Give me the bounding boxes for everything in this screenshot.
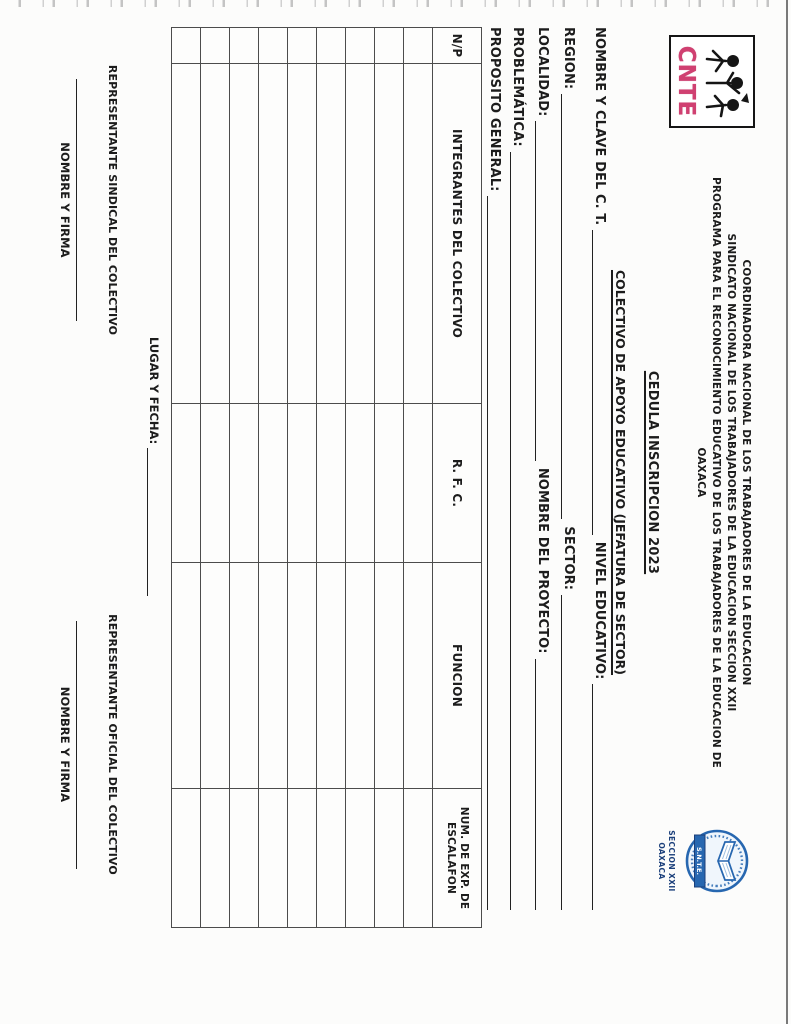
table-cell <box>375 563 404 789</box>
sindical-signature-block <box>58 50 119 350</box>
proyecto-field-line <box>535 659 550 910</box>
letterhead-line-4: OAXACA <box>695 447 707 498</box>
table-row <box>201 28 230 928</box>
table-cell <box>259 563 288 789</box>
table-cell <box>172 563 201 789</box>
localidad-label: LOCALIDAD: <box>535 27 550 117</box>
col-integrantes: INTEGRANTES DEL COLECTIVO <box>433 64 482 404</box>
ct-label: NOMBRE Y CLAVE DEL C. T. <box>592 27 607 226</box>
table-cell <box>259 64 288 404</box>
table-row <box>230 28 259 928</box>
table-cell <box>172 404 201 563</box>
table-cell <box>201 64 230 404</box>
table-cell <box>375 789 404 928</box>
snte-seal-icon <box>681 815 749 907</box>
table-cell <box>201 563 230 789</box>
snte-seal <box>657 813 749 909</box>
snte-acronym: S.N.T.E. <box>695 847 703 875</box>
sindical-label: REPRESENTANTE SINDICAL DEL COLECTIVO <box>106 64 119 336</box>
members-table-body <box>172 28 433 928</box>
table-row <box>172 28 201 928</box>
oficial-label: REPRESENTANTE OFICIAL DEL COLECTIVO <box>106 614 119 875</box>
members-table-header-row <box>433 28 482 928</box>
table-cell <box>259 28 288 64</box>
oficial-signature-line <box>76 621 77 869</box>
letterhead-line-2: SINDICATO NACIONAL DE LOS TRABAJADORES DE LA EDUCACION SECCION XXII <box>725 233 737 712</box>
scan-edge-line <box>786 0 788 1024</box>
table-cell <box>288 563 317 789</box>
table-cell <box>346 789 375 928</box>
row-ct-nivel <box>592 27 607 910</box>
table-cell <box>404 404 433 563</box>
table-cell <box>172 28 201 64</box>
problematica-field-line <box>510 152 525 910</box>
table-cell <box>201 28 230 64</box>
seal-state-label: OAXACA <box>657 842 666 880</box>
table-cell <box>317 404 346 563</box>
row-localidad-proyecto <box>535 27 550 910</box>
form-subtitle: COLECTIVO DE APOYO EDUCATIVO (JEFATURA DE SECTOR) <box>613 269 628 676</box>
table-cell <box>288 789 317 928</box>
letterhead-line-1: COORDINADORA NACIONAL DE LOS TRABAJADORES DE LA EDUCACION <box>740 259 752 686</box>
region-field-line <box>561 94 576 519</box>
cnte-acronym: CNTE <box>673 45 699 118</box>
letterhead <box>693 0 753 945</box>
sindical-signature-line <box>76 79 77 321</box>
col-funcion: FUNCION <box>433 563 482 789</box>
table-row <box>346 28 375 928</box>
table-cell <box>404 28 433 64</box>
sector-label: SECTOR: <box>561 526 576 591</box>
table-cell <box>346 404 375 563</box>
proposito-field-line <box>487 196 502 910</box>
table-cell <box>288 28 317 64</box>
row-lugar-fecha <box>147 337 162 596</box>
table-cell <box>404 563 433 789</box>
table-cell <box>317 789 346 928</box>
proposito-label: PROPOSITO GENERAL: <box>487 27 502 192</box>
table-cell <box>259 404 288 563</box>
col-np: N/P <box>433 28 482 64</box>
table-cell <box>317 64 346 404</box>
table-cell <box>230 563 259 789</box>
sindical-firma-label: NOMBRE Y FIRMA <box>58 142 72 258</box>
table-cell <box>375 64 404 404</box>
letterhead-line-3: PROGRAMA PARA EL RECONOCIMIENTO EDUCATIVO DE LOS TRABAJADORES DE LA EDUCACION DE <box>710 176 722 769</box>
proyecto-label: NOMBRE DEL PROYECTO: <box>535 467 550 654</box>
localidad-field-line <box>535 121 550 460</box>
table-cell <box>317 28 346 64</box>
form-title: CEDULA INSCRIPCION 2023 <box>645 370 660 575</box>
row-problematica <box>510 27 525 910</box>
table-cell <box>172 64 201 404</box>
table-cell <box>404 789 433 928</box>
table-row <box>404 28 433 928</box>
sector-field-line <box>561 595 576 910</box>
table-cell <box>230 404 259 563</box>
table-cell <box>375 404 404 563</box>
table-cell <box>346 64 375 404</box>
table-row <box>317 28 346 928</box>
row-region-sector <box>561 27 576 910</box>
nivel-label: NIVEL EDUCATIVO: <box>592 541 607 680</box>
table-cell <box>317 563 346 789</box>
table-cell <box>230 28 259 64</box>
region-label: REGION: <box>561 27 576 90</box>
table-row <box>259 28 288 928</box>
table-cell <box>346 28 375 64</box>
seal-section-label: SECCION XXII <box>667 830 676 892</box>
lugar-fecha-field-line <box>147 448 162 596</box>
table-cell <box>230 64 259 404</box>
table-cell <box>288 404 317 563</box>
table-row <box>288 28 317 928</box>
table-cell <box>288 64 317 404</box>
table-cell <box>346 563 375 789</box>
lugar-fecha-label: LUGAR Y FECHA: <box>147 337 161 445</box>
table-row <box>375 28 404 928</box>
table-cell <box>230 789 259 928</box>
table-cell <box>172 789 201 928</box>
scan-edge-artifact <box>14 0 779 7</box>
table-cell <box>375 28 404 64</box>
ct-field-line <box>592 230 607 534</box>
oficial-signature-block <box>58 592 119 897</box>
members-table <box>171 27 482 928</box>
table-cell <box>259 789 288 928</box>
oficial-firma-label: NOMBRE Y FIRMA <box>58 686 72 803</box>
problematica-label: PROBLEMÁTICA: <box>510 27 525 147</box>
col-rfc: R. F. C. <box>433 404 482 563</box>
nivel-field-line <box>592 684 607 910</box>
row-proposito <box>487 27 502 910</box>
table-cell <box>404 64 433 404</box>
table-cell <box>201 789 230 928</box>
table-cell <box>201 404 230 563</box>
col-num-escalafon: NUM. DE EXP. DE ESCALAFON <box>433 789 482 928</box>
